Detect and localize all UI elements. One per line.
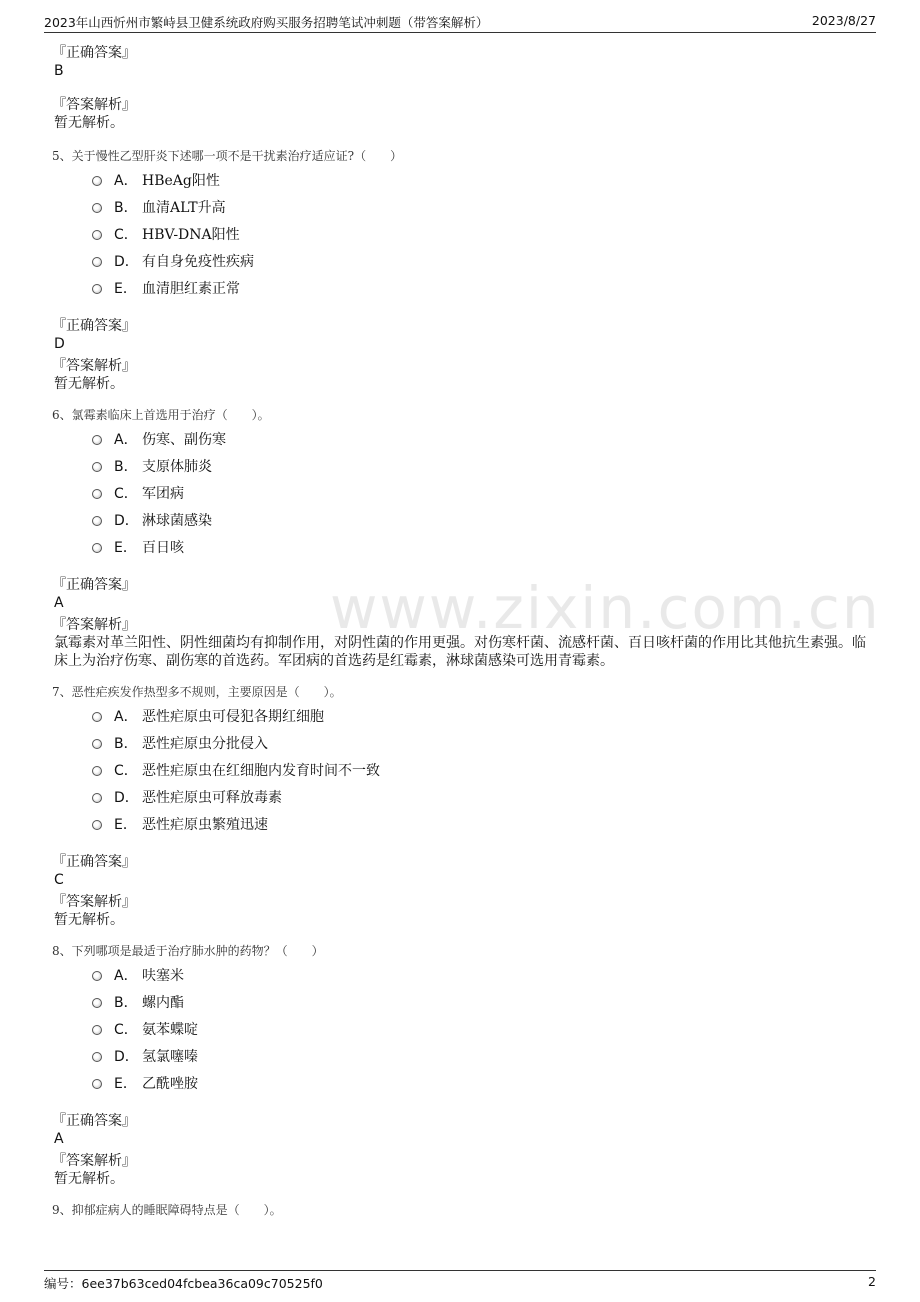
page-header (44, 10, 876, 33)
analysis-label: 『答案解析』 (52, 97, 136, 113)
question-text: 5、关于慢性乙型肝炎下述哪一项不是干扰素治疗适应证?（ ） (52, 149, 403, 163)
radio-icon[interactable] (92, 462, 102, 472)
option-text: 螺内酯 (142, 995, 184, 1011)
document-date: 2023/8/27 (811, 13, 876, 28)
option-b[interactable] (92, 990, 878, 1017)
radio-icon[interactable] (92, 971, 102, 981)
option-a[interactable] (92, 168, 878, 195)
option-letter: B． (114, 200, 138, 216)
page-footer (44, 1270, 876, 1291)
option-text: 呋塞米 (142, 968, 184, 984)
correct-answer-label: 『正确答案』 (52, 1113, 136, 1129)
option-text: 氢氯噻嗪 (142, 1049, 198, 1065)
radio-icon[interactable] (92, 489, 102, 499)
radio-icon[interactable] (92, 230, 102, 240)
option-letter: D． (114, 790, 139, 806)
radio-icon[interactable] (92, 435, 102, 445)
option-text: HBV-DNA阳性 (142, 227, 240, 243)
option-letter: C． (114, 227, 138, 243)
option-letter: C． (114, 486, 138, 502)
analysis-label: 『答案解析』 (52, 894, 136, 910)
question-text: 6、氯霉素临床上首选用于治疗（ ）。 (52, 408, 270, 422)
correct-answer-value: A (54, 1131, 64, 1147)
document-title: 2023年山西忻州市繁峙县卫健系统政府购买服务招聘笔试冲刺题（带答案解析） (44, 15, 489, 30)
radio-icon[interactable] (92, 766, 102, 776)
answer-block (52, 44, 878, 132)
correct-answer-value: B (54, 63, 64, 79)
correct-answer-label: 『正确答案』 (52, 45, 136, 61)
question-7 (52, 684, 878, 929)
option-text: 淋球菌感染 (142, 513, 212, 529)
option-list (92, 168, 878, 303)
option-letter: E． (114, 540, 137, 556)
answer-block (52, 317, 878, 393)
correct-answer-value: D (54, 336, 65, 352)
radio-icon[interactable] (92, 284, 102, 294)
option-c[interactable] (92, 481, 878, 508)
question-6 (52, 407, 878, 670)
option-text: 血清ALT升高 (142, 200, 226, 216)
option-text: 氨苯蝶啶 (142, 1022, 198, 1038)
option-list (92, 963, 878, 1098)
option-e[interactable] (92, 535, 878, 562)
option-d[interactable] (92, 1044, 878, 1071)
option-list (92, 427, 878, 562)
question-8 (52, 943, 878, 1188)
option-text: 乙酰唑胺 (142, 1076, 198, 1092)
option-e[interactable] (92, 812, 878, 839)
option-letter: A． (114, 173, 138, 189)
answer-block (52, 576, 878, 670)
option-text: 伤寒、副伤寒 (142, 432, 226, 448)
option-text: 恶性疟原虫分批侵入 (142, 736, 268, 752)
analysis-label: 『答案解析』 (52, 1153, 136, 1169)
watermark: www.zixin.com.cn (330, 574, 881, 642)
question-9-text: 9、抑郁症病人的睡眠障碍特点是（ ）。 (52, 1203, 282, 1217)
analysis-text: 暂无解析。 (54, 376, 124, 392)
radio-icon[interactable] (92, 712, 102, 722)
document-code: 编号：6ee37b63ced04fcbea36ca09c70525f0 (44, 1276, 323, 1291)
option-text: 百日咳 (142, 540, 184, 556)
radio-icon[interactable] (92, 176, 102, 186)
option-list (92, 704, 878, 839)
option-d[interactable] (92, 785, 878, 812)
option-a[interactable] (92, 704, 878, 731)
option-e[interactable] (92, 276, 878, 303)
radio-icon[interactable] (92, 739, 102, 749)
document-body (52, 44, 878, 1222)
option-d[interactable] (92, 508, 878, 535)
option-b[interactable] (92, 731, 878, 758)
radio-icon[interactable] (92, 1052, 102, 1062)
analysis-text: 暂无解析。 (54, 1171, 124, 1187)
option-c[interactable] (92, 222, 878, 249)
option-text: 支原体肺炎 (142, 459, 212, 475)
radio-icon[interactable] (92, 820, 102, 830)
option-letter: C． (114, 1022, 138, 1038)
option-text: 恶性疟原虫可侵犯各期红细胞 (142, 709, 324, 725)
option-text: 军团病 (142, 486, 184, 502)
radio-icon[interactable] (92, 1025, 102, 1035)
option-letter: D． (114, 254, 139, 270)
option-letter: E． (114, 1076, 137, 1092)
option-b[interactable] (92, 454, 878, 481)
option-letter: B． (114, 995, 138, 1011)
option-letter: B． (114, 459, 138, 475)
analysis-text: 氯霉素对革兰阳性、阴性细菌均有抑制作用，对阴性菌的作用更强。对伤寒杆菌、流感杆菌、百日咳杆菌的作用比其他抗生素强。临床上为治疗伤寒、副伤寒的首选药。军团病的首选药是红霉素，淋球菌感染可选用青霉素。 (54, 635, 866, 669)
question-text: 8、下列哪项是最适于治疗肺水肿的药物？（ ） (52, 944, 324, 958)
option-a[interactable] (92, 963, 878, 990)
option-text: HBeAg阳性 (142, 173, 220, 189)
correct-answer-value: C (54, 872, 64, 888)
radio-icon[interactable] (92, 1079, 102, 1089)
option-letter: E． (114, 281, 137, 297)
option-letter: A． (114, 709, 138, 725)
correct-answer-label: 『正确答案』 (52, 854, 136, 870)
radio-icon[interactable] (92, 543, 102, 553)
radio-icon[interactable] (92, 203, 102, 213)
page-number: 2 (868, 1274, 876, 1289)
question-text: 7、恶性疟疾发作热型多不规则，主要原因是（ ）。 (52, 685, 342, 699)
correct-answer-label: 『正确答案』 (52, 577, 136, 593)
option-c[interactable] (92, 1017, 878, 1044)
option-text: 恶性疟原虫繁殖迅速 (142, 817, 268, 833)
option-letter: D． (114, 513, 139, 529)
option-c[interactable] (92, 758, 878, 785)
option-text: 血清胆红素正常 (142, 281, 240, 297)
analysis-text: 暂无解析。 (54, 115, 124, 131)
radio-icon[interactable] (92, 793, 102, 803)
question-5 (52, 148, 878, 393)
answer-block (52, 1112, 878, 1188)
option-letter: C． (114, 763, 138, 779)
correct-answer-value: A (54, 595, 64, 611)
answer-block (52, 853, 878, 929)
analysis-label: 『答案解析』 (52, 358, 136, 374)
option-text: 有自身免疫性疾病 (142, 254, 254, 270)
radio-icon[interactable] (92, 257, 102, 267)
option-b[interactable] (92, 195, 878, 222)
option-text: 恶性疟原虫可释放毒素 (142, 790, 282, 806)
option-text: 恶性疟原虫在红细胞内发育时间不一致 (142, 763, 380, 779)
correct-answer-label: 『正确答案』 (52, 318, 136, 334)
option-letter: D． (114, 1049, 139, 1065)
option-d[interactable] (92, 249, 878, 276)
option-letter: B． (114, 736, 138, 752)
option-letter: A． (114, 432, 138, 448)
option-e[interactable] (92, 1071, 878, 1098)
analysis-label: 『答案解析』 (52, 617, 136, 633)
radio-icon[interactable] (92, 998, 102, 1008)
option-letter: E． (114, 817, 137, 833)
option-letter: A． (114, 968, 138, 984)
option-a[interactable] (92, 427, 878, 454)
analysis-text: 暂无解析。 (54, 912, 124, 928)
radio-icon[interactable] (92, 516, 102, 526)
